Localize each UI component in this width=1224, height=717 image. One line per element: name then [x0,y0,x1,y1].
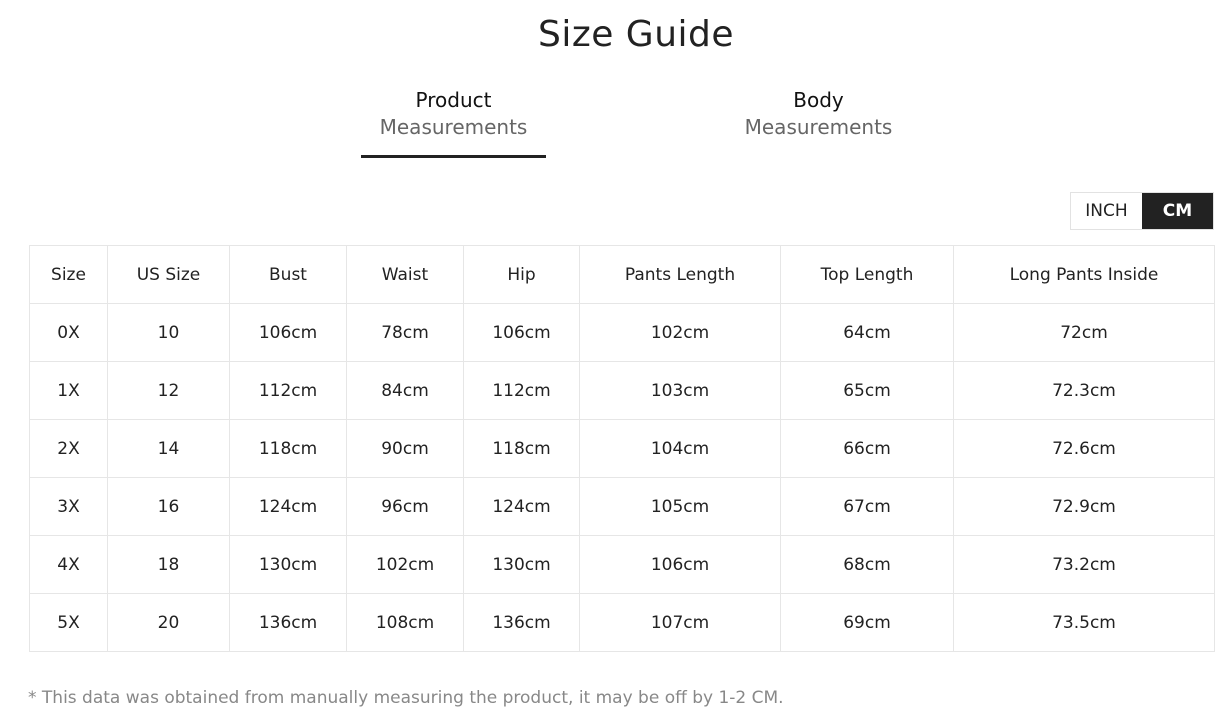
tab-body-measurements[interactable] [720,87,917,141]
table-cell: 118cm [230,420,347,478]
table-cell: 68cm [781,536,954,594]
table-cell: 112cm [464,362,580,420]
table-row [30,478,1215,536]
table-cell: 102cm [580,304,781,362]
tab-product-measurements[interactable] [361,87,546,141]
tab-product-label-line1: Product [415,88,492,112]
tab-product-label-line2: Measurements [379,115,528,139]
table-cell: 103cm [580,362,781,420]
table-cell: 72cm [954,304,1215,362]
table-cell: 105cm [580,478,781,536]
table-cell: 69cm [781,594,954,652]
table-cell: 78cm [347,304,464,362]
table-cell: 12 [108,362,230,420]
table-cell: 5X [30,594,108,652]
page-title: Size Guide [537,14,735,55]
table-cell: 10 [108,304,230,362]
header-top-length: Top Length [781,246,954,304]
table-header-row [30,246,1215,304]
table-cell: 4X [30,536,108,594]
tab-body-label-line2: Measurements [744,115,893,139]
unit-toggle [1070,192,1214,230]
table-cell: 2X [30,420,108,478]
table-cell: 124cm [230,478,347,536]
unit-cm-button[interactable]: CM [1142,193,1213,229]
table-cell: 108cm [347,594,464,652]
table-cell: 18 [108,536,230,594]
tab-body-label-line1: Body [793,88,844,112]
header-pants-length: Pants Length [580,246,781,304]
measurement-footnote: * This data was obtained from manually measuring the product, it may be off by 1-2 CM. [28,688,784,708]
table-cell: 104cm [580,420,781,478]
table-cell: 16 [108,478,230,536]
header-hip: Hip [464,246,580,304]
table-cell: 106cm [230,304,347,362]
table-cell: 112cm [230,362,347,420]
table-cell: 107cm [580,594,781,652]
table-row [30,362,1215,420]
table-cell: 124cm [464,478,580,536]
table-cell: 73.2cm [954,536,1215,594]
table-cell: 72.9cm [954,478,1215,536]
table-row [30,304,1215,362]
table-cell: 67cm [781,478,954,536]
table-cell: 106cm [580,536,781,594]
table-row [30,536,1215,594]
table-cell: 130cm [230,536,347,594]
table-cell: 90cm [347,420,464,478]
table-cell: 72.3cm [954,362,1215,420]
table-cell: 20 [108,594,230,652]
table-cell: 106cm [464,304,580,362]
table-cell: 66cm [781,420,954,478]
header-long-pants-inside: Long Pants Inside [954,246,1215,304]
table-cell: 130cm [464,536,580,594]
unit-inch-button[interactable]: INCH [1071,193,1142,229]
table-cell: 96cm [347,478,464,536]
table-cell: 84cm [347,362,464,420]
table-row [30,594,1215,652]
table-cell: 136cm [230,594,347,652]
table-cell: 72.6cm [954,420,1215,478]
table-cell: 136cm [464,594,580,652]
table-cell: 64cm [781,304,954,362]
table-cell: 65cm [781,362,954,420]
active-tab-indicator [361,155,546,158]
table-cell: 0X [30,304,108,362]
header-waist: Waist [347,246,464,304]
table-cell: 118cm [464,420,580,478]
header-us-size: US Size [108,246,230,304]
table-cell: 73.5cm [954,594,1215,652]
table-cell: 14 [108,420,230,478]
table-cell: 1X [30,362,108,420]
size-table [29,245,1215,652]
header-size: Size [30,246,108,304]
header-bust: Bust [230,246,347,304]
table-row [30,420,1215,478]
table-cell: 3X [30,478,108,536]
table-cell: 102cm [347,536,464,594]
